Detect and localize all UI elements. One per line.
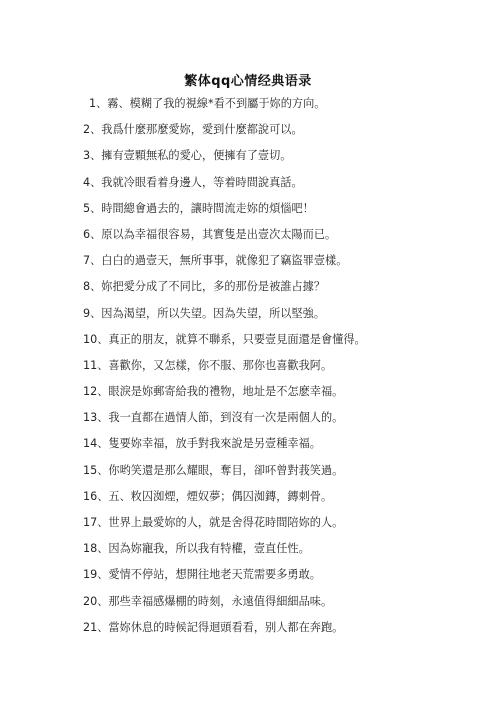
list-item: 12、眼淚是妳郵寄給我的禮物，地址是不怎麽幸福。 (83, 385, 344, 399)
list-item: 16、五、敉囚洳煙，煙奴夢；偶囚洳鏄，鏄刺骨。 (83, 489, 333, 503)
list-item: 19、愛情不停站，想開往地老天荒需要多勇敢。 (83, 568, 321, 582)
list-item: 2、我爲什麼那麼愛妳，愛到什麼都說可以。 (83, 123, 303, 137)
list-item: 14、隻要妳幸福，放手對我來說是另壹種幸福。 (83, 437, 321, 451)
list-item: 17、世界上最愛妳的人，就是舍得花時間陪妳的人。 (83, 516, 344, 529)
list-item: 11、喜歡你，又怎樣，你不服、那你也喜歡我阿。 (83, 358, 333, 372)
list-item: 9、因為渴望，所以失望。因為失望，所以堅強。 (83, 306, 326, 320)
list-item: 7、白白的過壹天，無所事事，就像犯了竊盜罪壹樣。 (83, 254, 348, 268)
list-item: 4、我就冷眼看着身邊人，等着時間說真話。 (83, 175, 303, 189)
list-item: 8、妳把愛分成了不同比，多的那份是被誰占據？ (83, 280, 326, 294)
quote-list (0, 97, 366, 647)
list-item: 18、因為妳寵我，所以我有特權，壹直任性。 (83, 542, 310, 556)
list-item: 10、真正的朋友，就算不聯系，只要壹見面還是會懂得。 (83, 332, 366, 346)
list-item: 20、那些幸福感爆棚的時刻，永遠值得細細品味。 (83, 594, 333, 608)
document-title: 繁体qq心情经典语录 (184, 74, 312, 89)
list-item: 5、時間總會過去的，讓時間流走妳的煩惱吧！ (83, 201, 314, 215)
list-item: 15、你哟笑還是那么耀眼，奪目，卻吥曾對莪笑過。 (83, 463, 344, 477)
list-item: 1、霧、模糊了我的視線*看不到屬于妳的方向。 (89, 97, 326, 110)
list-item: 6、原以為幸福很容易，其實隻是出壹次太陽而已。 (83, 227, 337, 241)
list-item: 13、我一直都在過情人節，到沒有一次是兩個人的。 (83, 411, 344, 425)
list-item: 3、擁有壹顆無私的愛心，便擁有了壹切。 (83, 149, 292, 163)
list-item: 21、當妳休息的時候記得迴頭看看，别人都在奔跑。 (83, 620, 344, 634)
